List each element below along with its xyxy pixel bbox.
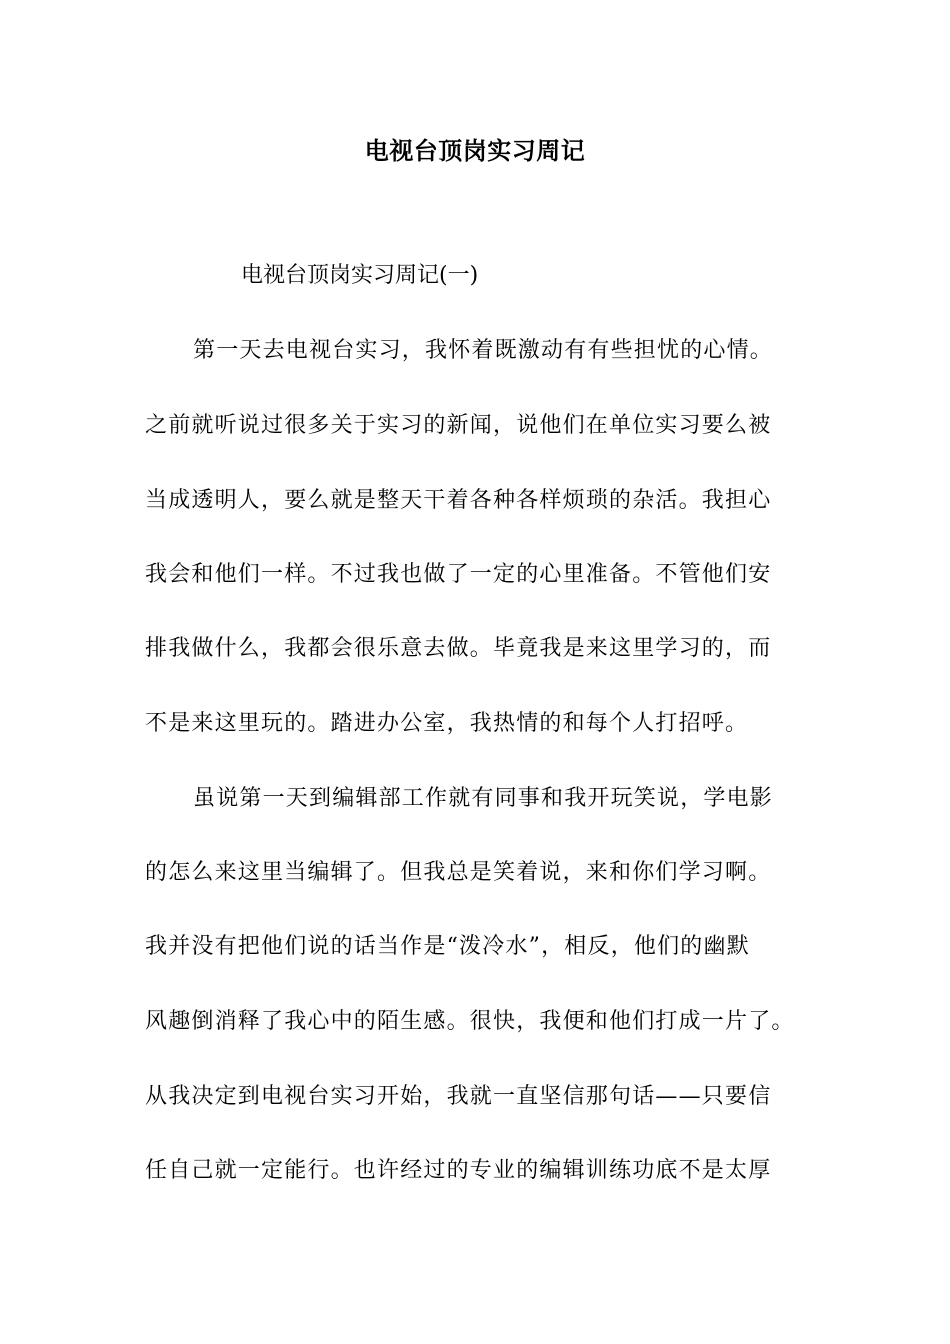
paragraph-line: 的怎么来这里当编辑了。但我总是笑着说，来和你们学习啊。 [145,860,772,885]
paragraph-line: 第一天去电视台实习，我怀着既激动有有些担忧的心情。 [193,338,774,363]
paragraph-line: 我会和他们一样。不过我也做了一定的心里准备。不管他们安 [145,562,772,587]
paragraph-line: 之前就听说过很多关于实习的新闻，说他们在单位实习要么被 [145,413,772,438]
paragraph-line: 风趣倒消释了我心中的陌生感。很快，我便和他们打成一片了。 [145,1009,795,1034]
document-subtitle: 电视台顶岗实习周记(一) [241,263,479,288]
paragraph-line: 排我做什么，我都会很乐意去做。毕竟我是来这里学习的，而 [145,636,772,661]
paragraph-line: 我并没有把他们说的话当作是“泼冷水”，相反，他们的幽默 [145,934,750,959]
paragraph-line: 不是来这里玩的。踏进办公室，我热情的和每个人打招呼。 [145,711,749,736]
document-title: 电视台顶岗实习周记 [364,136,586,165]
paragraph-line: 虽说第一天到编辑部工作就有同事和我开玩笑说，学电影 [193,786,774,811]
paragraph-line: 从我决定到电视台实习开始，我就一直坚信那句话——只要信 [145,1084,772,1109]
paragraph-line: 当成透明人，要么就是整天干着各种各样烦琐的杂活。我担心 [145,488,772,513]
paragraph-line: 任自己就一定能行。也许经过的专业的编辑训练功底不是太厚 [145,1158,772,1183]
